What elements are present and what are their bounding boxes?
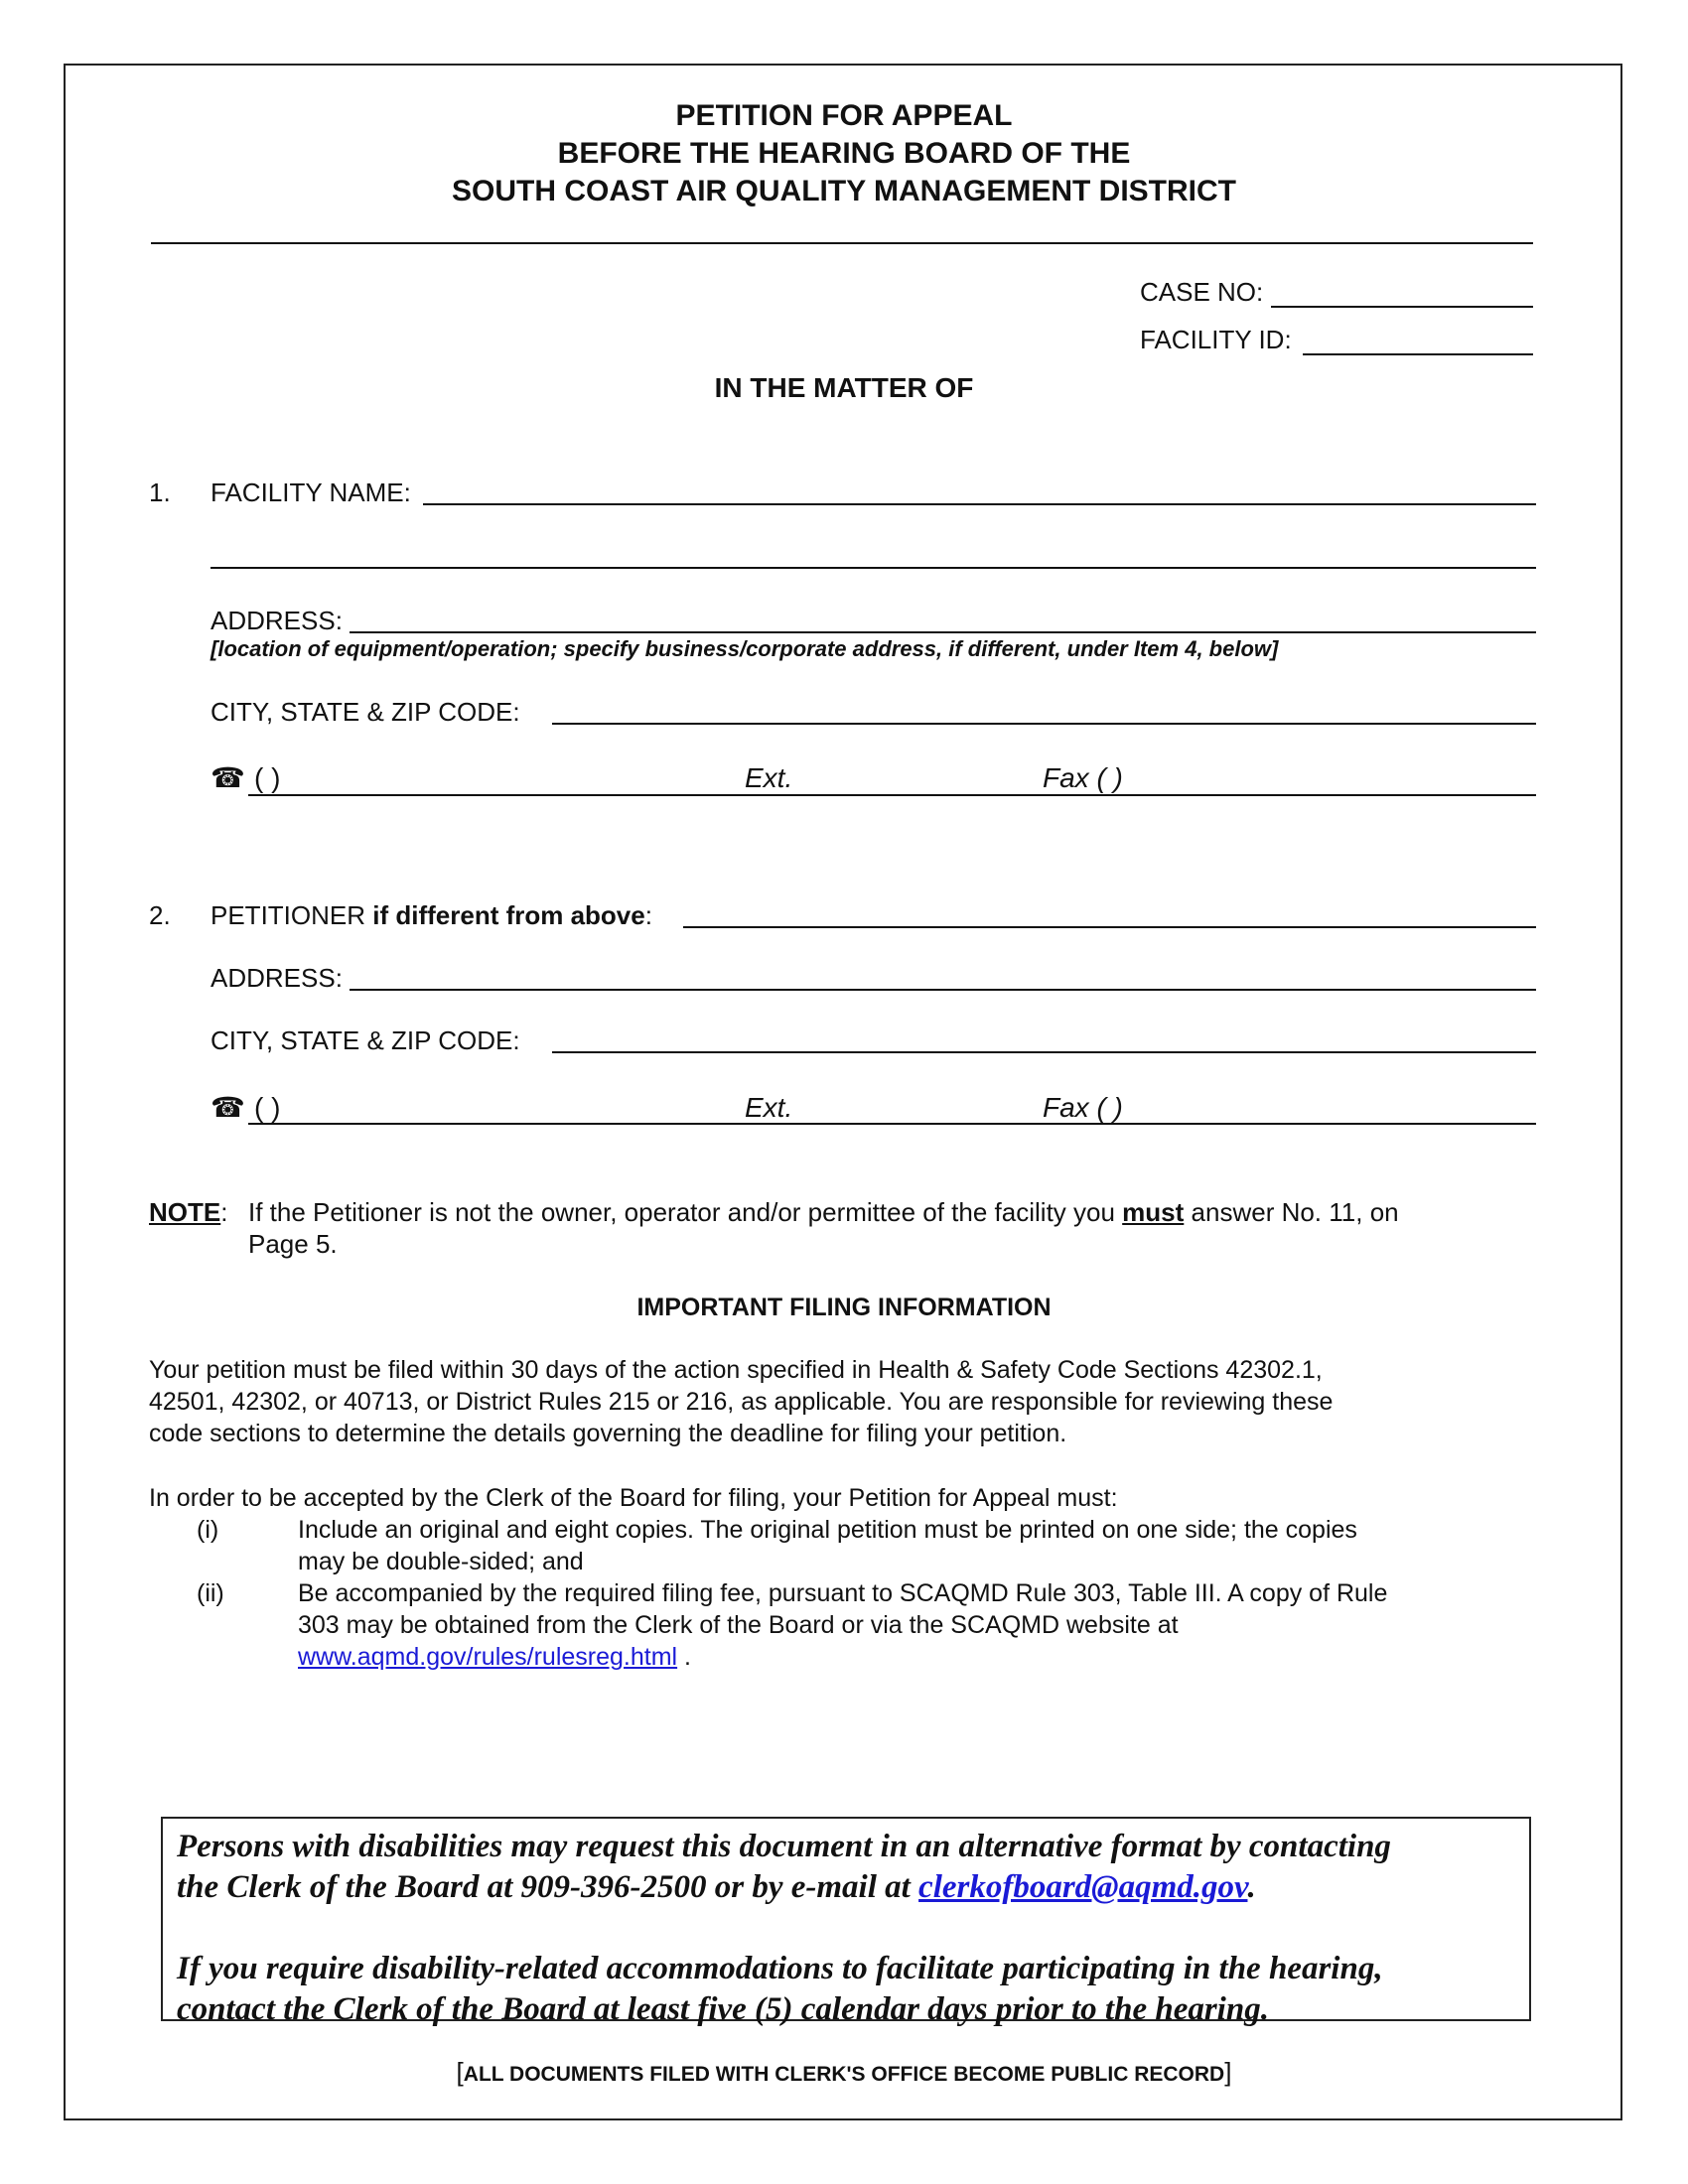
filing-paragraph-2: In order to be accepted by the Clerk of the Board for filing, your Petition for Appeal must:: [149, 1484, 1118, 1512]
petitioner-ext-label: Ext.: [745, 1092, 793, 1123]
filing-item1-number: (i): [197, 1516, 219, 1544]
form-title-line2: BEFORE THE HEARING BOARD OF THE: [557, 137, 1131, 170]
filing-item2-number: (ii): [197, 1579, 224, 1607]
form-title-line3: SOUTH COAST AIR QUALITY MANAGEMENT DISTRICT: [452, 175, 1236, 207]
petitioner-label: PETITIONER if different from above:: [211, 900, 652, 930]
facility-id-label: FACILITY ID:: [1140, 325, 1292, 354]
rules-website-link[interactable]: www.aqmd.gov/rules/rulesreg.html: [298, 1643, 678, 1671]
disability-notice-box: Persons with disabilities may request this document in an alternative format by contacting the Clerk of the Board at 909-396-2500 or by e-mail at clerkofboard@aqmd.gov. If you require disability-related accommodations to facilitate participating in the hearing, contact the Clerk of the Board at least five (5) calendar days prior to the hearing.: [161, 1817, 1531, 2021]
filing-item1-text: Include an original and eight copies. The original petition must be printed on one side; the copies may be double-sided; and: [298, 1516, 1357, 1575]
petitioner-city-label: CITY, STATE & ZIP CODE:: [211, 1025, 520, 1055]
public-record-footer: [ALL DOCUMENTS FILED WITH CLERK'S OFFICE BECOME PUBLIC RECORD]: [456, 2057, 1232, 2087]
filing-paragraph-1: Your petition must be filed within 30 days of the action specified in Health & Safety Code Sections 42302.1, 42501, 42302, or 40713, or District Rules 215 or 216, as applicable. You are responsible for reviewing these code sections to determine the details governing the deadline for filing your petition.: [149, 1356, 1334, 1447]
address-label: ADDRESS:: [211, 606, 343, 635]
note-label: NOTE:: [149, 1197, 228, 1227]
note-text: If the Petitioner is not the owner, operator and/or permittee of the facility you must answer No. 11, on Page 5.: [248, 1197, 1399, 1259]
in-the-matter-of-heading: IN THE MATTER OF: [714, 372, 974, 403]
filing-heading: IMPORTANT FILING INFORMATION: [636, 1294, 1052, 1321]
form-title-line1: PETITION FOR APPEAL: [675, 99, 1013, 132]
petitioner-fax-label: Fax ( ): [1043, 1092, 1123, 1123]
fax-label: Fax ( ): [1043, 762, 1123, 793]
petitioner-city-field[interactable]: [552, 1051, 1536, 1053]
title-divider: [151, 242, 1533, 244]
phone-fax-field[interactable]: [248, 794, 1536, 796]
city-state-zip-field[interactable]: [552, 723, 1536, 725]
facility-id-field[interactable]: [1303, 353, 1533, 355]
city-state-zip-label: CITY, STATE & ZIP CODE:: [211, 697, 520, 727]
clerk-email-link[interactable]: clerkofboard@aqmd.gov: [918, 1869, 1248, 1905]
petitioner-address-field[interactable]: [350, 989, 1536, 991]
case-no-field[interactable]: [1271, 306, 1533, 308]
address-note: [location of equipment/operation; specify business/corporate address, if different, under Item 4, below]: [211, 636, 1279, 661]
petitioner-address-label: ADDRESS:: [211, 963, 343, 993]
phone-area-code: ( ): [254, 762, 281, 793]
facility-name-field[interactable]: [423, 503, 1536, 505]
petitioner-phone-fax-field[interactable]: [248, 1123, 1536, 1125]
section2-number: 2.: [149, 900, 171, 930]
telephone-icon: ☎: [211, 762, 245, 793]
filing-item2-text: Be accompanied by the required filing fee, pursuant to SCAQMD Rule 303, Table III. A copy of Rule 303 may be obtained from the Clerk of the Board or via the SCAQMD website at www.aqmd.gov/rules/rulesreg.html .: [298, 1579, 1388, 1671]
address-field[interactable]: [350, 631, 1536, 633]
petitioner-phone-area-code: ( ): [254, 1092, 281, 1123]
facility-name-label: FACILITY NAME:: [211, 478, 411, 507]
petitioner-field[interactable]: [683, 926, 1536, 928]
facility-name-field-line2[interactable]: [211, 567, 1536, 569]
ext-label: Ext.: [745, 762, 793, 793]
case-no-label: CASE NO:: [1140, 277, 1264, 307]
telephone-icon: ☎: [211, 1092, 245, 1123]
section1-number: 1.: [149, 478, 171, 507]
